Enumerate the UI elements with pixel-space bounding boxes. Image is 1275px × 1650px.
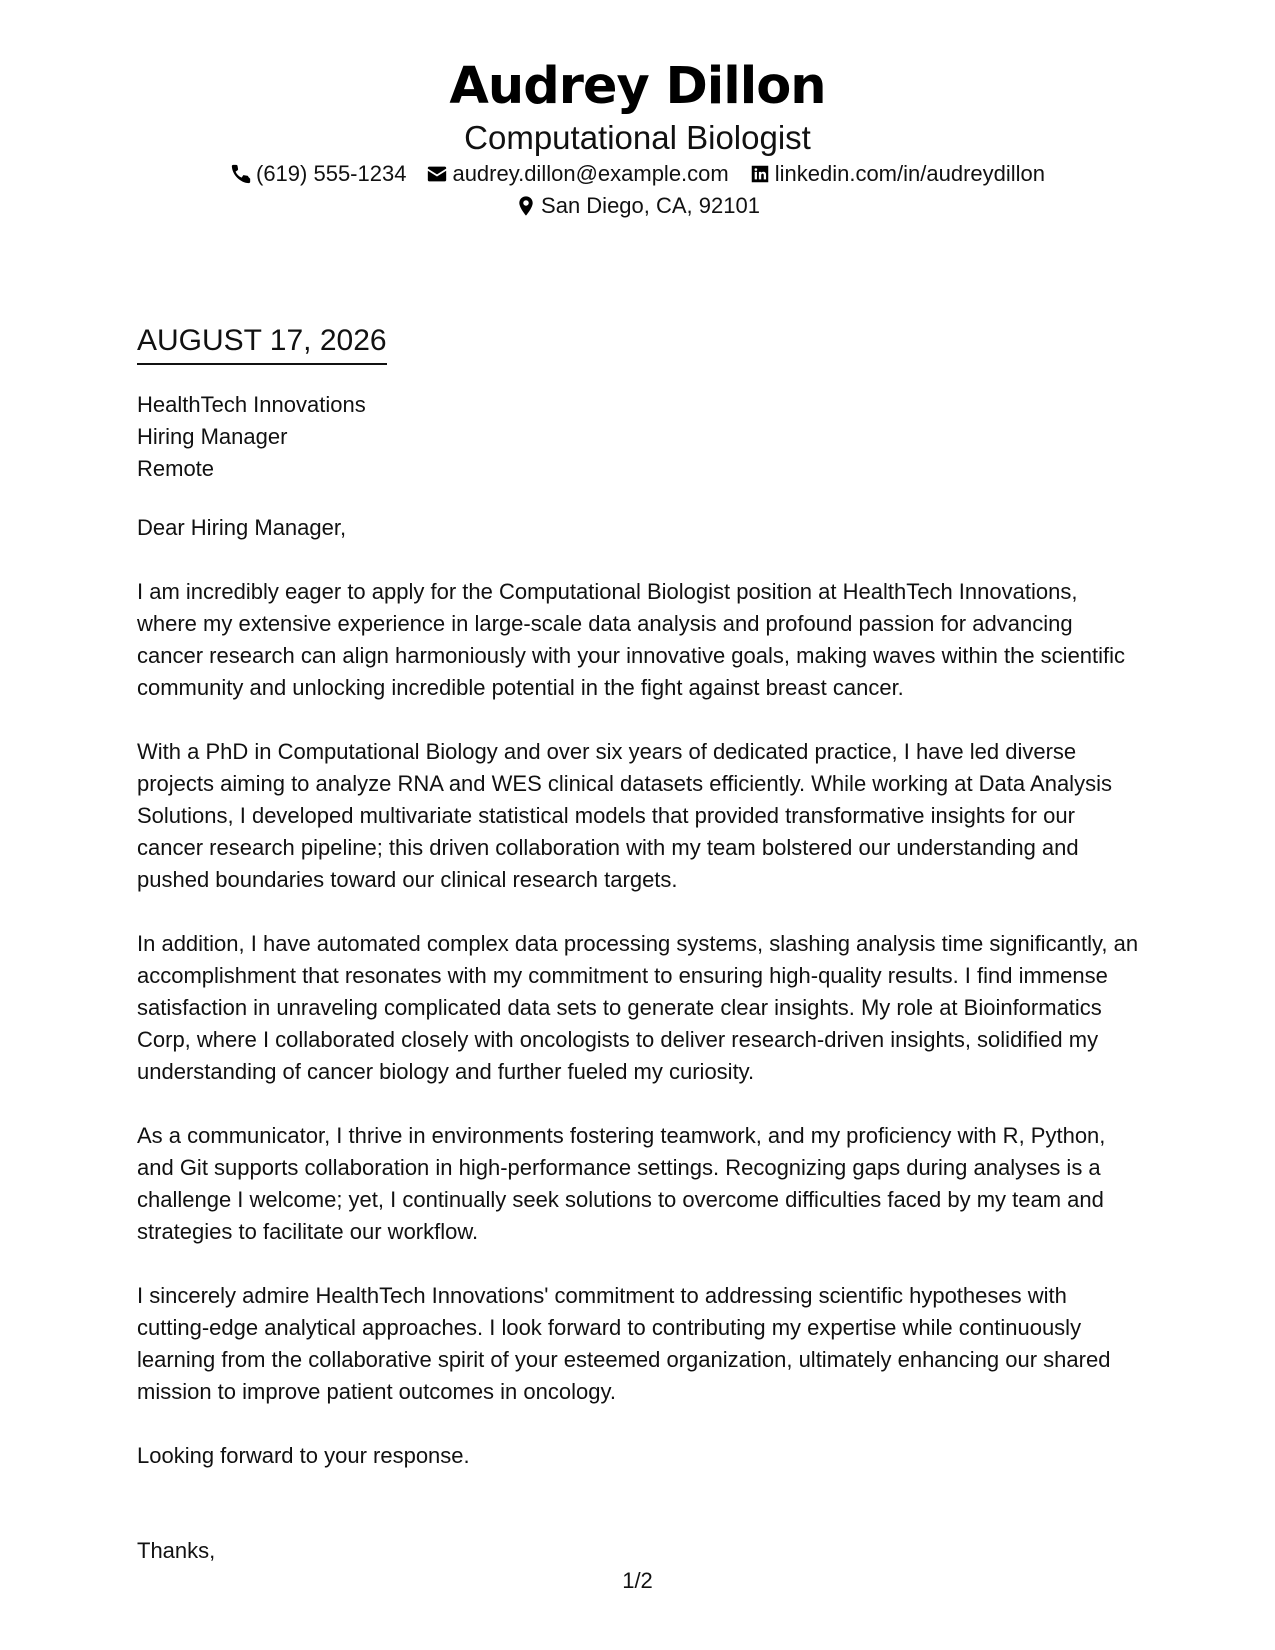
contact-line-secondary (0, 190, 1275, 222)
recipient-company: HealthTech Innovations (137, 392, 366, 417)
phone-text[interactable]: (619) 555-1234 (256, 161, 407, 186)
letter-date: AUGUST 17, 2026 (137, 322, 387, 365)
contact-linkedin (749, 158, 1045, 190)
contact-phone (230, 158, 406, 190)
contact-email (426, 158, 728, 190)
paragraph: I sincerely admire HealthTech Innovations' commitment to addressing scientific hypotheses with cutting-edge analytical approaches. I look forward to contributing my expertise while continuously learning from the collaborative spirit of your esteemed organization, ultimately enhancing our shared mission to improve patient outcomes in oncology. (137, 1283, 1111, 1404)
applicant-name: Audrey Dillon (449, 57, 826, 116)
phone-icon (230, 163, 252, 185)
closing-line: Looking forward to your response. (137, 1443, 470, 1468)
recipient-location: Remote (137, 456, 215, 481)
envelope-icon (426, 163, 448, 185)
contact-line-primary (0, 158, 1275, 190)
paragraph: I am incredibly eager to apply for the Computational Biologist position at HealthTech Innovations, where my extensive experience in large-scale data analysis and profound passion for advancing cancer research can align harmoniously with your innovative goals, making waves within the scientific community and unlocking incredible potential in the fight against breast cancer. (137, 579, 1126, 700)
email-text[interactable]: audrey.dillon@example.com (452, 161, 729, 186)
map-pin-icon (515, 195, 537, 217)
linkedin-icon (749, 163, 771, 185)
salutation: Dear Hiring Manager, (137, 515, 347, 540)
contact-location (515, 190, 760, 222)
recipient-contact: Hiring Manager (137, 424, 288, 449)
location-text: San Diego, CA, 92101 (541, 193, 760, 218)
recipient-block (137, 389, 1142, 485)
signoff: Thanks, (137, 1538, 216, 1563)
paragraph: With a PhD in Computational Biology and over six years of dedicated practice, I have led diverse projects aiming to analyze RNA and WES clinical datasets efficiently. While working at Data Analysis Solutions, I developed multivariate statistical models that provided transformative insights for our cancer research pipeline; this driven collaboration with my team bolstered our understanding and pushed boundaries toward our clinical research targets. (137, 739, 1112, 892)
letter-body (137, 322, 1142, 1567)
paragraph: In addition, I have automated complex data processing systems, slashing analysis time significantly, an accomplishment that resonates with my commitment to ensuring high-quality results. I find immense satisfaction in unraveling complicated data sets to generate clear insights. My role at Bioinformatics Corp, where I collaborated closely with oncologists to deliver research-driven insights, solidified my understanding of cancer biology and further fueled my curiosity. (137, 931, 1139, 1084)
linkedin-text[interactable]: linkedin.com/in/audreydillon (774, 161, 1045, 186)
paragraph: As a communicator, I thrive in environments fostering teamwork, and my proficiency with R, Python, and Git supports collaboration in high-performance settings. Recognizing gaps during analyses is a challenge I welcome; yet, I continually seek solutions to overcome difficulties faced by my team and strategies to facilitate our workflow. (137, 1123, 1106, 1244)
page-number: 1/2 (622, 1568, 653, 1593)
letter-header (0, 56, 1275, 222)
applicant-title: Computational Biologist (464, 119, 811, 156)
